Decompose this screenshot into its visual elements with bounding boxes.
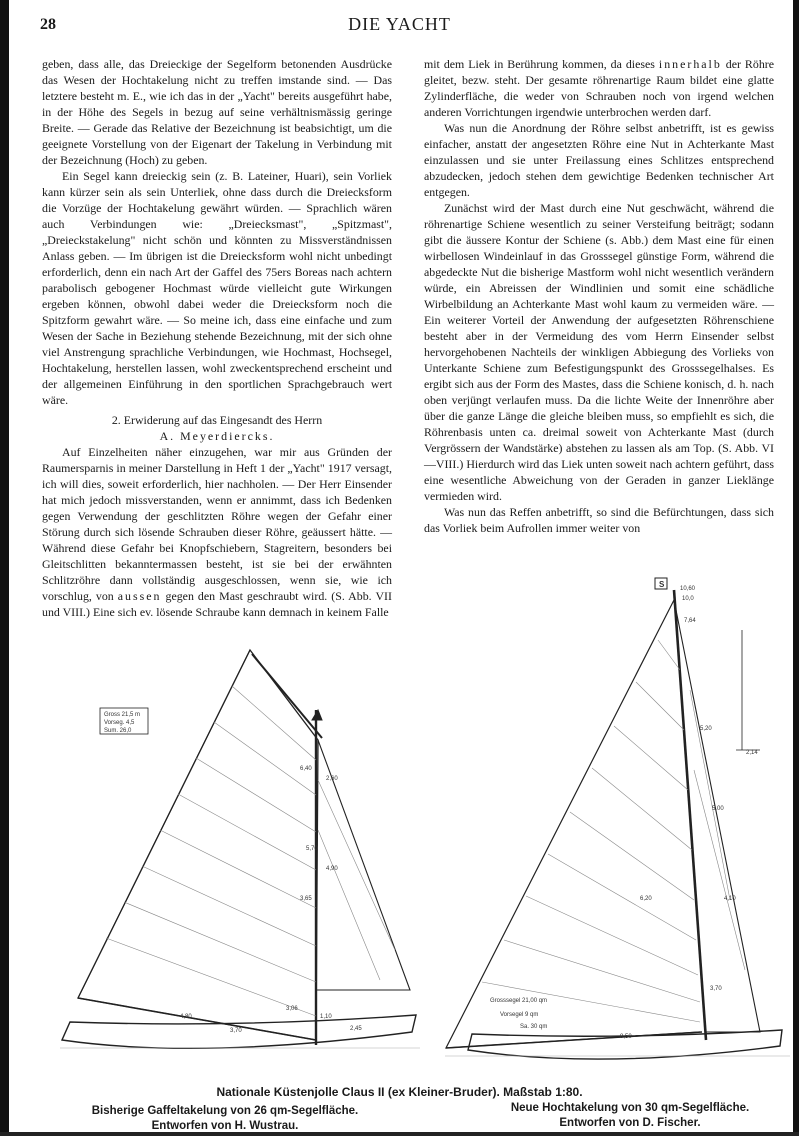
left-figure-caption [60, 1104, 390, 1134]
right-sail-plan [445, 578, 790, 1080]
left-paragraph-2: Ein Segel kann dreieckig sein (z. B. Lateiner, Huari), sein Vorliek kann kürzer sein als sein Unterliek, ohne dass durch die Dreiecksform die Vorzüge der Hochtakelung gewährt würden. — Sprachlich wären auch Verbindungen wie: „Dreiecksmast", „Spitzmast", „Dreieckstakelung" nicht schön und könnten zu Missverständnissen Anlass geben. — Im übrigen ist die Dreiecksform wohl nicht unbedingt erforderlich, denn ein nach Art der Gaffel des 75ers Boreas nach achtern parabolisch gebogener Hochmast würde vielleicht gute Wirkungen ergeben können, obwohl dabei weder die Dreiecksform noch die Spitzform gewahrt wäre. — So meine ich, dass eine einfache und zum Wesen der Sache in Beziehung stehende Bezeichnung, mit der sich ohne viel Anstrengung sprachliche Verbindungen, wie Hochmast, Hochsegel, Hochtakelung, herstellen lassen, wohl zweckentsprechend erscheint und der allgemeinen Einführung in den sportlichen Sprachgebrauch wert wäre. [42, 169, 392, 407]
right-column [424, 56, 774, 536]
right-label-9: 3,70 [710, 986, 722, 992]
left-label-3: 3,70 [230, 1028, 242, 1034]
figure-caption: Nationale Küstenjolle Claus II (ex Kleiner-Bruder). Maßstab 1:80. [216, 1085, 583, 1099]
right-top-label-3: 7,64 [684, 618, 696, 624]
sail-plan-drawing [0, 570, 799, 1080]
left-table-line-1: Gross 21,5 m [104, 712, 141, 718]
left-label-2: 5,70 [306, 846, 318, 852]
page-number: 28 [40, 16, 56, 33]
right-label-3: Sa. 30 qm [520, 1024, 548, 1030]
left-label-4: 2,45 [350, 1026, 362, 1032]
left-paragraph-3-end: gegen den Mast geschraubt wird. (S. Abb. VII und VIII.) Eine sich ev. lösende Schraube kann demnach in keinem Falle [42, 589, 392, 619]
left-label-5: 4,80 [180, 1014, 192, 1020]
section-heading: 2. Erwiderung auf das Eingesandt des Herrn [111, 413, 323, 427]
right-label-4: 5,00 [712, 806, 724, 812]
left-caption-line-1: Bisherige Gaffeltakelung von 26 qm-Segelfläche. [91, 1105, 359, 1117]
right-top-label-1: 10,60 [680, 586, 696, 592]
left-label-7: 3,06 [286, 1006, 298, 1012]
right-label-1: Grosssegel 21,00 qm [490, 998, 548, 1004]
right-label-7: 4,10 [724, 896, 736, 902]
left-column [42, 56, 392, 620]
left-label-6: 1,10 [320, 1014, 332, 1020]
right-figure-caption [470, 1101, 790, 1131]
left-caption-line-2: Entworfen von H. Wustrau. [151, 1120, 299, 1132]
flag-letter: S [659, 580, 665, 589]
spaced-word-innerhalb: innerhalb [658, 57, 722, 71]
right-top-label-4: 5,20 [700, 726, 712, 732]
section-subheading: A. Meyerdiercks. [159, 429, 275, 443]
right-paragraph-2: Was nun die Anordnung der Röhre selbst anbetrifft, ist es gewiss einfacher, anstatt der angesetzten Röhre eine Nut in Achterkante Mast einzulassen und sie unter Freilassung eines Schlitzes entsprechend abzudecken, jedoch stehen dem gewichtige Bedenken technischer Art entgegen. [424, 121, 774, 199]
right-top-label-2: 10,0 [682, 596, 694, 602]
left-label-8: 3,65 [300, 896, 312, 902]
right-label-8: 6,20 [640, 896, 652, 902]
right-paragraph-3: Zunächst wird der Mast durch eine Nut geschwächt, während die röhrenartige Schiene wesentlich zu seiner Versteifung beiträgt; sodann gibt die äussere Kontur der Schiene (s. Abb.) dem Mast eine für einen wirbellosen Windeinlauf in das Grosssegel günstige Form, während die abgedeckte Nut die bisherige Mastform wohl nicht wesentlich verändern würde, ein Abreissen der Windlinien und somit eine schädliche Wirbelbildung an Achterkante Mast wohl kaum zu vermeiden wäre. — Ein weiterer Vorteil der Anwendung der aufgesetzten Röhrenschiene besteht aber in der Vermeidung des vom Herrn Einsender selbst hervorgehobenen Nachteils der winkligen Abbiegung des Vorlieks von Unterkante Schiene zum Befestigungspunkt des Grosssegelhalses. Es ergibt sich aus der Form des Mastes, dass die Schiene konisch, d. h. nach oben verjüngt verlaufen muss. Da die lichte Weite der Innenröhre aber über die ganze Länge die gleiche bleiben muss, so empfiehlt es sich, die Röhrenbasis unten ca. dreimal soweit von Achterkante Mast (durch Vergrössern der Wandstärke) abstehen zu lassen als am Top. (S. Abb. VI—VIII.) Hierdurch wird das Liek unten soweit nach achtern geführt, dass eine wesentliche Abweichung von der Geraden in ganzer Lieklänge vermieden wird. [424, 201, 774, 503]
left-table-line-2: Vorseg. 4,5 [104, 720, 135, 726]
right-label-6: 8,50 [620, 1034, 632, 1040]
sail-plan-figure [0, 570, 799, 1080]
spaced-word-aussen: aussen [117, 589, 162, 603]
left-label-1: 6,40 [300, 766, 312, 772]
right-paragraph-1-end: der Röhre gleitet, bezw. steht. Der gesamte röhrenartige Raum bildet eine glatte Zylinderfläche, die weder von Schrauben noch von irgend welchen anderen Vorrichtungen irgendwie unterbrochen werden darf. [424, 57, 774, 119]
running-title: DIE YACHT [348, 14, 451, 34]
left-sail-plan [60, 650, 420, 1048]
right-caption-line-2: Entworfen von D. Fischer. [559, 1117, 701, 1129]
right-label-2: Vorsegel 9 qm [500, 1012, 539, 1018]
left-paragraph-3-text: Auf Einzelheiten näher einzugehen, war mir aus Gründen der Raumersparnis in meiner Darstellung in Heft 1 der „Yacht" 1917 versagt, ich will dies, soweit erforderlich, hier nachholen. — Der Herr Einsender hat mich jedoch missverstanden, wenn er annimmt, dass ich Bedenken gegen Verwendung der geschlitzten Röhre wegen der Gefahr einer Störung durch sich lösende Schrauben dieser Röhre, geäussert hätte. — Während diese Gefahr bei Knopfschiebern, Stagreitern, besonders bei Gleitschlitten bekanntermassen besteht, ist sie bei der erwähnten Schlitzröhre dann vollständig ausgeschlossen, wenn sie, wie ich vorschlug, von [42, 445, 392, 603]
right-label-5: 2,14 [746, 750, 758, 756]
left-paragraph-1: geben, dass alle, das Dreieckige der Segelform betonenden Ausdrücke das Wesen der Hochtakelung nicht zu treffen imstande sind. — Das letztere besteht m. E., wie ich das in der „Yacht" bereits ausgeführt habe, in der Höhe des Segels in bezug auf seine verhältnismässig geringe Breite. — Gerade das Relative der Bezeichnung ist beabsichtigt, um die geeignete Vorstellung von der Eigenart der Takelung in Verbindung mit der Bezeichnung (Hoch) zu geben. [42, 57, 392, 167]
left-label-10: 2,60 [326, 776, 338, 782]
left-table-line-3: Sum. 26,0 [104, 728, 132, 734]
right-paragraph-4: Was nun das Reffen anbetrifft, so sind die Befürchtungen, dass sich das Vorliek beim Aufrollen immer weiter von [424, 505, 774, 535]
left-label-9: 4,90 [326, 866, 338, 872]
right-paragraph-1-start: mit dem Liek in Berührung kommen, da dieses [424, 57, 655, 71]
right-caption-line-1: Neue Hochtakelung von 30 qm-Segelfläche. [510, 1102, 750, 1114]
right-paragraph-1 [424, 56, 774, 120]
